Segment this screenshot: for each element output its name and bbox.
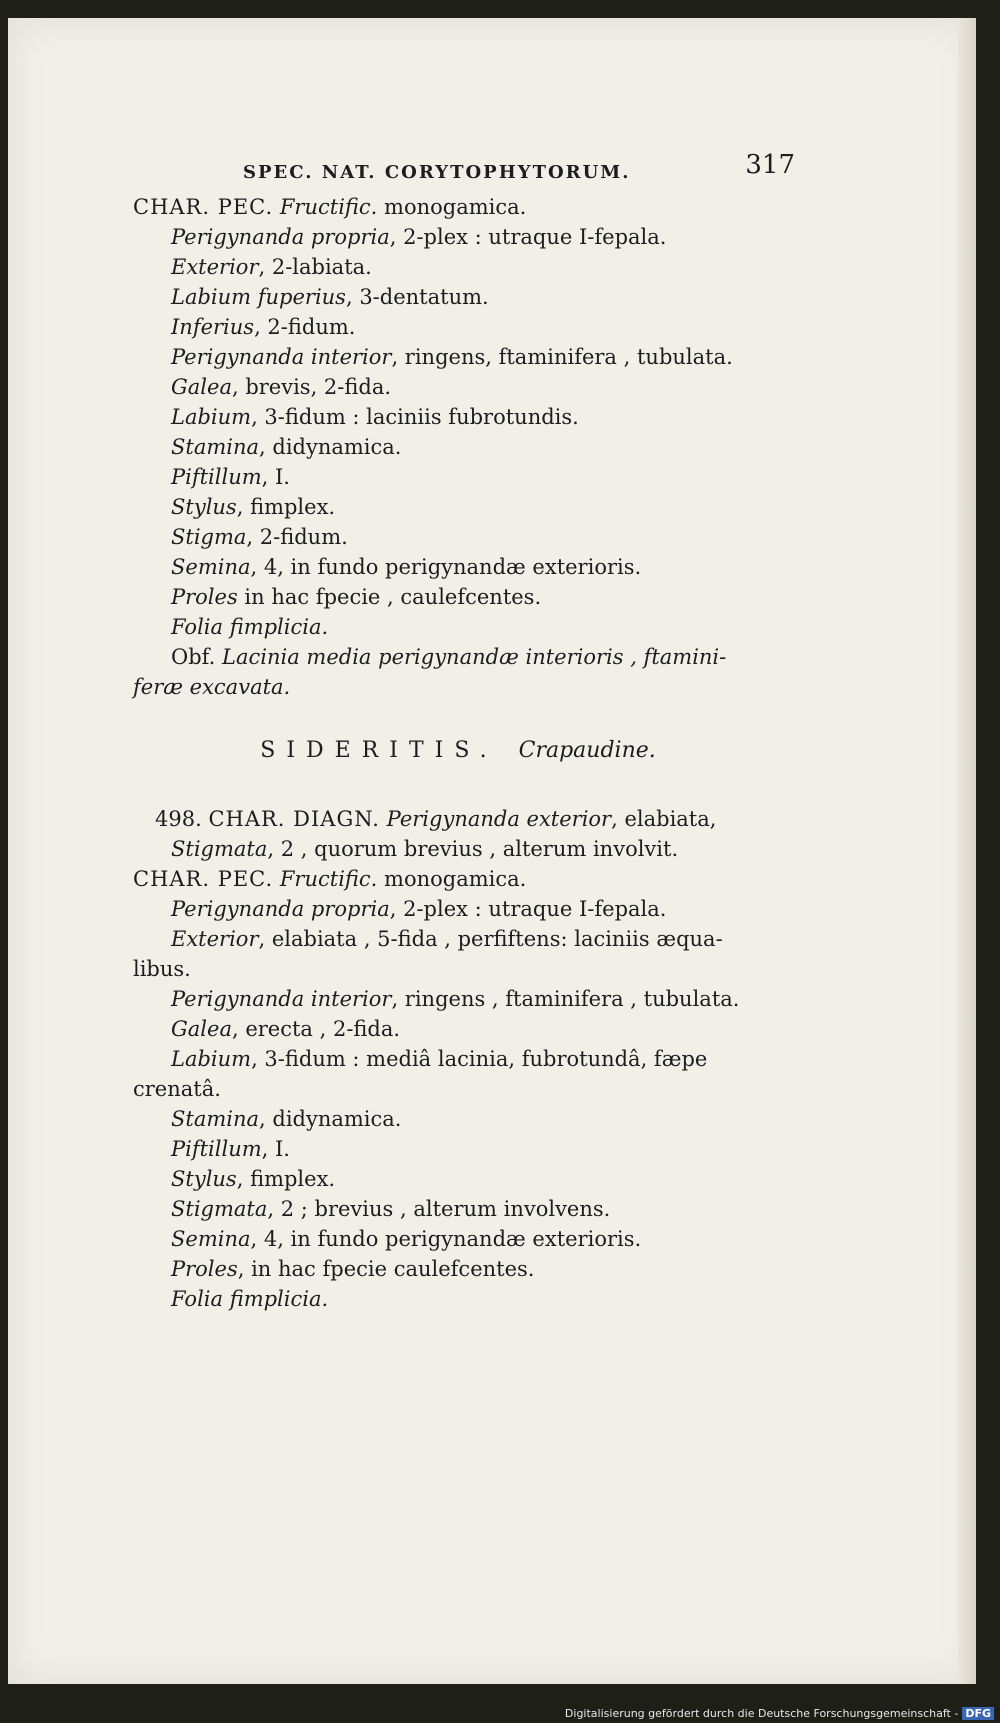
text-line — [133, 252, 783, 282]
line-text: , elabiata , 5-fida , perfiftens: laciniis æqua- — [258, 927, 723, 951]
line-term: Inferius — [171, 315, 255, 339]
line-text: , fimplex. — [236, 1167, 336, 1191]
text-line — [133, 894, 783, 924]
section-1 — [133, 192, 783, 702]
line-term: Galea — [171, 375, 232, 399]
text-line-continued: crenatâ. — [133, 1077, 221, 1101]
text-line — [133, 552, 783, 582]
line-term: Labium — [171, 1047, 252, 1071]
genus-heading — [133, 736, 783, 766]
running-head-title: SPEC. NAT. CORYTOPHYTORUM. — [243, 162, 631, 183]
line-text: , erecta , 2-fida. — [231, 1017, 401, 1041]
dfg-logo: DFG — [962, 1707, 994, 1720]
entry-number: 498. — [155, 807, 202, 831]
text-line — [133, 372, 783, 402]
line-term: Perigynanda interior — [171, 345, 392, 369]
text-line — [133, 612, 783, 642]
line-term: Stylus — [171, 1167, 237, 1191]
line-text: , 2-fidum. — [246, 525, 348, 549]
genus-french-name: Crapaudine. — [518, 738, 656, 763]
line-term: Labium fuperius — [171, 285, 346, 309]
line-term: Stigmata — [171, 837, 268, 861]
line-term: Exterior — [171, 927, 259, 951]
line-text: , 4, in fundo perigynandæ exterioris. — [250, 1227, 642, 1251]
digitization-footer — [565, 1707, 994, 1720]
page-edge — [958, 18, 976, 1684]
line-term: Perigynanda interior — [171, 987, 392, 1011]
text-line — [133, 1134, 783, 1164]
text-line — [133, 864, 783, 894]
line-term: Proles — [171, 585, 238, 609]
line-text: , 2 , quorum brevius , alterum involvit. — [267, 837, 679, 861]
line-term: Fructific. — [279, 867, 378, 891]
line-text: , 3-dentatum. — [345, 285, 489, 309]
line-term: Galea — [171, 1017, 232, 1041]
line-term: Stylus — [171, 495, 237, 519]
text-line — [133, 402, 783, 432]
text-line — [133, 1284, 783, 1314]
line-term: Semina — [171, 555, 251, 579]
line-term: Fructific. — [279, 195, 378, 219]
line-text: , elabiata, — [611, 807, 717, 831]
line-text: , 4, in fundo perigynandæ exterioris. — [250, 555, 642, 579]
line-term: Perigynanda propria — [171, 897, 390, 921]
line-text: , didynamica. — [259, 1107, 402, 1131]
book-page — [8, 18, 976, 1684]
text-line — [133, 342, 783, 372]
line-text: in hac fpecie , caulefcentes. — [237, 585, 542, 609]
text-line-continued: libus. — [133, 957, 191, 981]
line-term: Stamina — [171, 1107, 260, 1131]
footer-text: Digitalisierung gefördert durch die Deutsche Forschungsgemeinschaft - — [564, 1707, 959, 1720]
line-term: Piftillum — [171, 1137, 262, 1161]
line-label: CHAR. PEC. — [133, 195, 274, 219]
running-head — [133, 148, 795, 192]
line-term: Semina — [171, 1227, 251, 1251]
text-line — [133, 924, 783, 954]
line-term: Perigynanda propria — [171, 225, 390, 249]
line-text: monogamica. — [384, 195, 527, 219]
line-term: Stigmata — [171, 1197, 268, 1221]
line-label: CHAR. DIAGN. — [208, 807, 380, 831]
text-line — [133, 192, 783, 222]
text-line — [133, 804, 783, 834]
page-number: 317 — [745, 150, 795, 180]
line-text: , 2-fidum. — [254, 315, 356, 339]
line-text: , I. — [261, 1137, 290, 1161]
line-text: , 3-fidum : mediâ lacinia, fubrotundâ, fæpe — [251, 1047, 708, 1071]
text-line — [133, 1254, 783, 1284]
line-term: Proles — [171, 1257, 238, 1281]
line-term: Piftillum — [171, 465, 262, 489]
text-line — [133, 432, 783, 462]
text-line — [133, 1014, 783, 1044]
text-block — [133, 148, 795, 1314]
line-text: , ringens , ftaminifera , tubulata. — [391, 987, 740, 1011]
section-2 — [133, 804, 783, 1314]
observation-line — [133, 642, 783, 672]
text-line — [133, 1224, 783, 1254]
genus-name: SIDERITIS. — [260, 738, 498, 763]
text-line — [133, 222, 783, 252]
line-term: Stamina — [171, 435, 260, 459]
line-text: , 2-labiata. — [258, 255, 372, 279]
line-term: Stigma — [171, 525, 247, 549]
obs-text: Lacinia media perigynandæ interioris , ftamini- — [222, 645, 727, 669]
text-line — [133, 1164, 783, 1194]
line-text: , 3-fidum : laciniis fubrotundis. — [251, 405, 579, 429]
line-term: Folia fimplicia. — [171, 1287, 329, 1311]
line-term: Labium — [171, 405, 252, 429]
text-line — [133, 582, 783, 612]
text-line — [133, 1104, 783, 1134]
line-text: , 2-plex : utraque I-fepala. — [389, 897, 667, 921]
line-text: monogamica. — [384, 867, 527, 891]
line-term: Exterior — [171, 255, 259, 279]
text-line — [133, 312, 783, 342]
text-line — [133, 1044, 783, 1074]
line-text: , I. — [261, 465, 290, 489]
text-line — [133, 522, 783, 552]
text-line — [133, 492, 783, 522]
obs-label: Obf. — [171, 645, 216, 669]
line-label: CHAR. PEC. — [133, 867, 274, 891]
line-term: Folia fimplicia. — [171, 615, 329, 639]
line-term: Perigynanda exterior — [386, 807, 612, 831]
text-line — [133, 834, 783, 864]
text-line — [133, 1194, 783, 1224]
line-text: , fimplex. — [236, 495, 336, 519]
line-text: , brevis, 2-fida. — [231, 375, 392, 399]
line-text: , ringens, ftaminifera , tubulata. — [391, 345, 733, 369]
line-text: , didynamica. — [259, 435, 402, 459]
text-line — [133, 282, 783, 312]
line-text: , 2-plex : utraque I-fepala. — [389, 225, 667, 249]
text-line — [133, 984, 783, 1014]
obs-text-continued: feræ excavata. — [133, 675, 291, 699]
text-line — [133, 462, 783, 492]
line-text: , 2 ; brevius , alterum involvens. — [267, 1197, 611, 1221]
line-text: , in hac fpecie caulefcentes. — [237, 1257, 535, 1281]
